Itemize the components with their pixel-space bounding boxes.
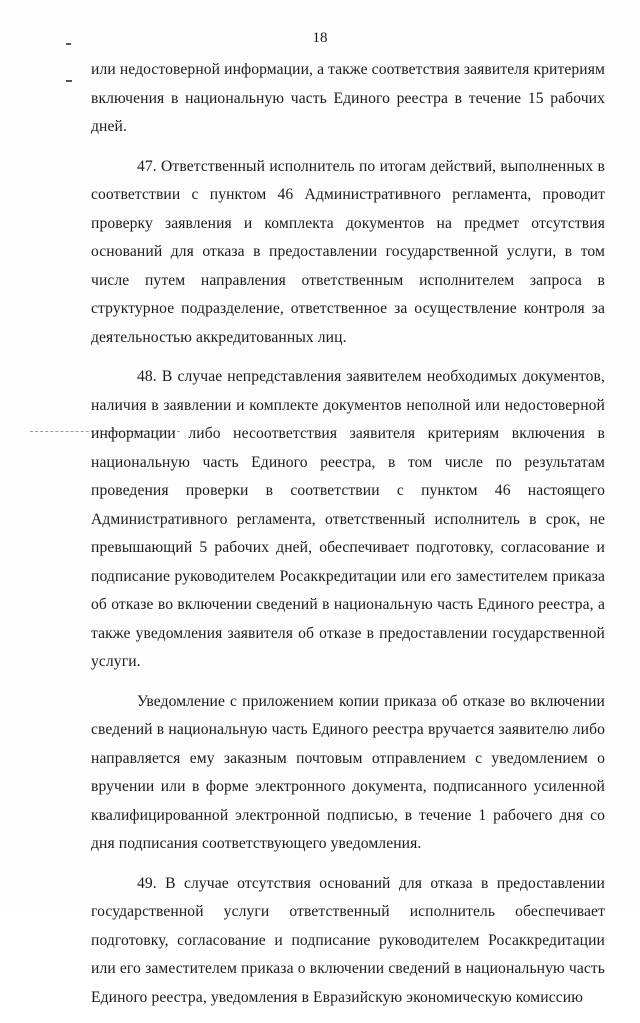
paragraph-49: 49. В случае отсутствия оснований для отказа в предоставлении государственной услуги ответственный исполнитель обеспечивает подготовку, согласование и подписание руководителем Росаккредитации или его заместителем приказа о включении сведений в национальную часть Единого реестра, уведомления в Евразийскую экономическую комиссию: [91, 874, 605, 1006]
scan-artifact-mark: [66, 80, 72, 82]
scan-artifact-mark: [66, 43, 71, 45]
paragraph-notification: Уведомление с приложением копии приказа об отказе во включении сведений в национальную часть Единого реестра вручается заявителю либо направляется ему заказным почтовым отправлением с уведомлением о вручении или в форме электронного документа, подписанного усиленной квалифицированной электронной подписью, в течение 1 рабочего дня со дня подписания соответствующего уведомления.: [91, 692, 605, 852]
page-number: 18: [312, 30, 328, 46]
paragraph-continuation: или недостоверной информации, а также соответствия заявителя критериям включения в национальную часть Единого реестра в течение 15 рабочих дней.: [91, 61, 605, 135]
paragraph-48: 48. В случае непредставления заявителем необходимых документов, наличия в заявлении и комплекте документов неполной или недостоверной информации либо несоответствия заявителя критериям включения в национальную часть Единого реестра, в том числе по результатам проведения проверки в соответствии с пунктом 46 настоящего Административного регламента, ответственный исполнитель в срок, не превышающий 5 рабочих дней, обеспечивает подготовку, согласование и подписание руководителем Росаккредитации или его заместителем приказа об отказе во включении сведений в национальную часть Единого реестра, а также уведомления заявителя об отказе в предоставлении государственной услуги.: [91, 368, 605, 670]
paragraph-47: 47. Ответственный исполнитель по итогам действий, выполненных в соответствии с пунктом 46 Административного регламента, проводит проверку заявления и комплекта документов на предмет отсутствия оснований для отказа в предоставлении государственной услуги, в том числе путем направления ответственным исполнителем запроса в структурное подразделение, ответственное за осуществление контроля за деятельностью аккредитованных лиц.: [91, 157, 605, 346]
document-body: [91, 56, 605, 1023]
